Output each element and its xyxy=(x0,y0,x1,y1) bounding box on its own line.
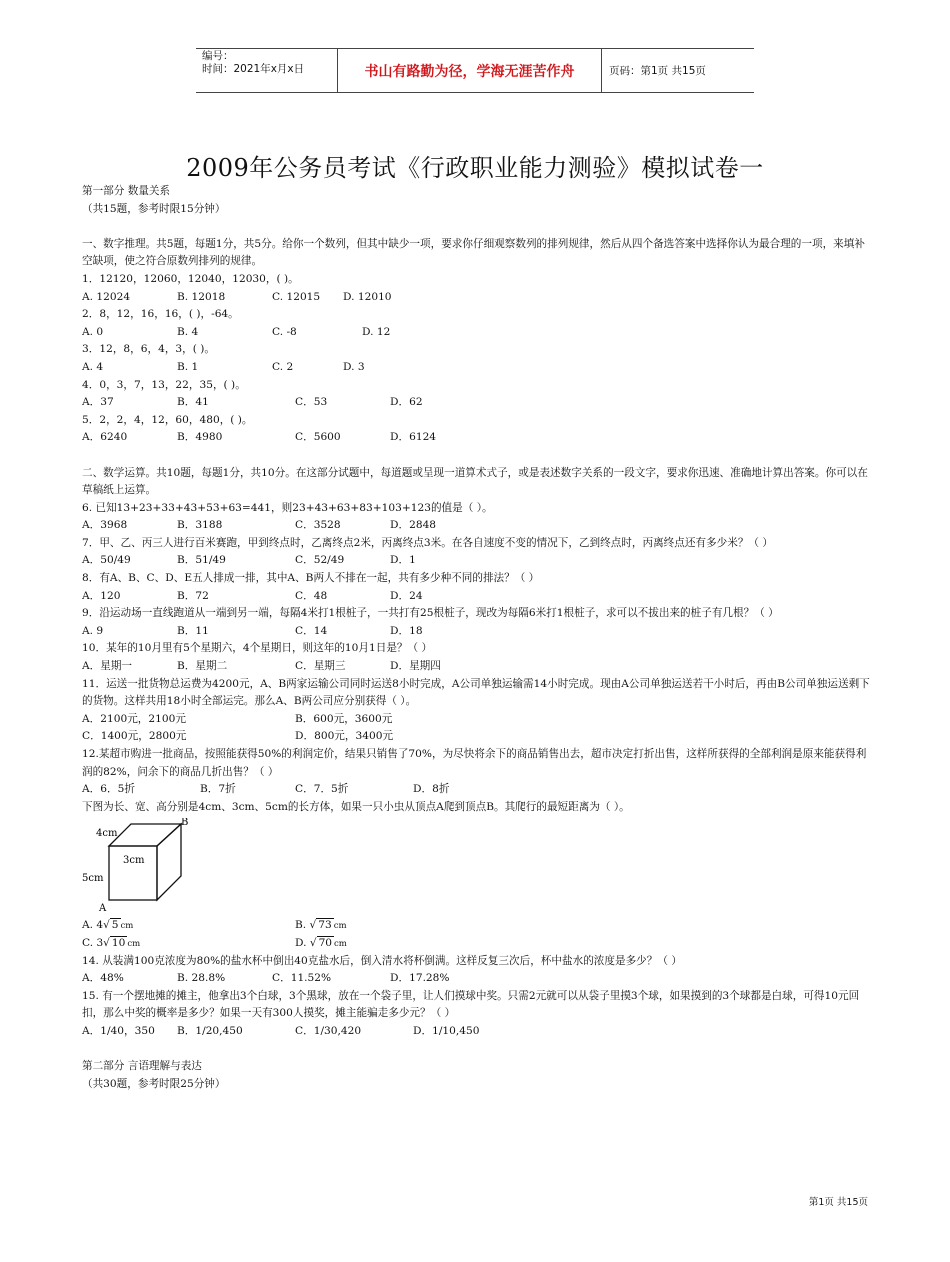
document-header xyxy=(196,48,754,93)
sqrt-icon: √ xyxy=(309,919,317,932)
q12-option-d: D．8折 xyxy=(413,783,450,796)
label-5cm: 5cm xyxy=(82,873,104,885)
q2-option-c: C. -8 xyxy=(272,325,297,338)
q4-stem: 4．0，3，7，13，22，35，( )。 xyxy=(82,378,246,391)
q8-option-c: C．48 xyxy=(295,589,328,602)
q9-option-c: C．14 xyxy=(295,624,328,637)
q7-option-a: A．50/49 xyxy=(82,554,131,567)
cuboid-top-face xyxy=(109,824,181,846)
q7-options xyxy=(82,552,872,570)
q2-option-b: B. 4 xyxy=(177,325,199,338)
q2-option-a: A. 0 xyxy=(82,325,104,338)
q15-options xyxy=(82,1023,872,1041)
q6-options xyxy=(82,517,872,535)
q10-option-c: C．星期三 xyxy=(295,660,346,673)
q7-option-d: D．1 xyxy=(390,554,416,567)
q4-options xyxy=(82,394,872,412)
q12-option-a: A．6．5折 xyxy=(82,783,135,796)
q6-option-c: C．3528 xyxy=(295,519,341,532)
q3-option-a: A. 4 xyxy=(82,360,104,373)
q12-options xyxy=(82,781,872,799)
q13-options-cd xyxy=(82,935,872,953)
sqrt-icon: √ xyxy=(309,936,317,949)
document-body xyxy=(82,183,872,1093)
q9-option-a: A. 9 xyxy=(82,624,104,637)
q15-option-d: D．1/10,450 xyxy=(413,1024,480,1037)
q14-option-d: D．17.28% xyxy=(390,972,450,985)
q11-option-a: A．2100元，2100元 xyxy=(82,712,186,725)
sec1-intro: 一、数字推理。共5题，每题1分，共5分。给你一个数列，但其中缺少一项，要求你仔细观察数列的排列规律，然后从四个备选答案中选择你认为最合理的一项，来填补空缺项，使之符合原数列排列的规律。 xyxy=(82,237,865,268)
q8-option-b: B．72 xyxy=(177,589,209,602)
q8-option-d: D．24 xyxy=(390,589,423,602)
cuboid-side-face xyxy=(157,824,181,900)
q5-stem: 5．2，2，4，12，60，480，( )。 xyxy=(82,413,253,426)
q5-options xyxy=(82,429,872,447)
q4-option-b: B．41 xyxy=(177,396,209,409)
q3-option-c: C. 2 xyxy=(272,360,294,373)
q14-options xyxy=(82,970,872,988)
q13-options-ab xyxy=(82,917,872,935)
q9-option-b: B．11 xyxy=(177,624,209,637)
q10-stem: 10．某年的10月里有5个星期六，4个星期日，则这年的10月1日是？（ ） xyxy=(82,642,433,655)
q6-option-d: D．2848 xyxy=(390,519,437,532)
q1-option-b: B. 12018 xyxy=(177,290,226,303)
q6-option-a: A．3968 xyxy=(82,519,128,532)
q1-option-a: A. 12024 xyxy=(82,290,131,303)
q10-option-b: B．星期二 xyxy=(177,660,228,673)
header-meta xyxy=(196,49,338,92)
q9-option-d: D．18 xyxy=(390,624,423,637)
q1-option-d: D. 12010 xyxy=(343,290,392,303)
q11-options-cd xyxy=(82,728,872,746)
q11-option-d: D．800元，3400元 xyxy=(295,730,394,743)
q5-option-a: A．6240 xyxy=(82,431,128,444)
q3-options xyxy=(82,359,872,377)
q14-stem: 14. 从装满100克浓度为80%的盐水杯中倒出40克盐水后，倒入清水将杯倒满。这样反复三次后，杯中盐水的浓度是多少？（ ） xyxy=(82,954,682,967)
part1-note: （共15题，参考时限15分钟） xyxy=(82,202,226,215)
q15-stem: 15. 有一个摆地摊的摊主，他拿出3个白球，3个黑球，放在一个袋子里，让人们摸球中奖。只需2元就可以从袋子里摸3个球，如果摸到的3个球都是白球，可得10元回扣，那么中奖的概率是多少？如果一天有300人摸奖，摊主能骗走多少元？（ ） xyxy=(82,989,860,1020)
q3-stem: 3．12，8，6，4，3，( )。 xyxy=(82,343,215,356)
q12-stem: 12.某超市购进一批商品，按照能获得50%的利润定价，结果只销售了70%，为尽快将余下的商品销售出去，超市决定打折出售，这样所获得的全部利润是原来能获得利润的82%，问余下的商品几折出售？（ ） xyxy=(82,748,867,778)
q4-option-c: C．53 xyxy=(295,396,328,409)
vertex-a: A xyxy=(99,903,107,914)
q13-stem: 下图为长、宽、高分别是4cm、3cm、5cm的长方体，如果一只小虫从顶点A爬到顶点B。其爬行的最短距离为（ ）。 xyxy=(82,800,630,813)
q11-options-ab xyxy=(82,711,872,729)
q4-option-a: A．37 xyxy=(82,396,114,409)
q4-option-d: D．62 xyxy=(390,396,423,409)
q10-option-d: D．星期四 xyxy=(390,660,441,673)
q9-options xyxy=(82,623,872,641)
q8-options xyxy=(82,588,872,606)
part2-heading: 第二部分 言语理解与表达 xyxy=(82,1060,202,1073)
header-page-code: 页码：第1页 共15页 xyxy=(609,65,706,77)
q9-stem: 9．沿运动场一直线跑道从一端到另一端，每隔4米打1根桩子，一共打有25根桩子，现改为每隔6米打1根桩子，求可以不拔出来的桩子有几根？（ ） xyxy=(82,607,779,620)
header-time-label: 时间：2021年x月x日 xyxy=(202,63,305,75)
sqrt-icon: √ xyxy=(103,936,110,949)
q2-option-d: D. 12 xyxy=(362,325,391,338)
q15-option-a: A．1/40，350 xyxy=(82,1024,155,1037)
sqrt-icon: √ xyxy=(103,919,110,932)
q10-options xyxy=(82,658,872,676)
vertex-b: B xyxy=(181,818,189,829)
q7-stem: 7．甲、乙、丙三人进行百米赛跑，甲到终点时，乙离终点2米，丙离终点3米。在各自速度不变的情况下，乙到终点时，丙离终点还有多少米？（ ） xyxy=(82,536,773,549)
q10-option-a: A．星期一 xyxy=(82,660,133,673)
q13-option-c: C. 3√ 10 cm xyxy=(82,936,141,949)
sec2-intro: 二、数学运算。共10题，每题1分，共10分。在这部分试题中，每道题或呈现一道算术式子，或是表述数字关系的一段文字，要求你迅速、准确地计算出答案。你可以在草稿纸上运算。 xyxy=(82,466,868,497)
q15-option-c: C．1/30,420 xyxy=(295,1024,362,1037)
header-motto: 书山有路勤为径，学海无涯苦作舟 xyxy=(338,49,602,92)
q7-option-c: C．52/49 xyxy=(295,554,345,567)
label-3cm: 3cm xyxy=(123,855,145,867)
page-title: 2009年公务员考试《行政职业能力测验》模拟试卷一 xyxy=(186,154,764,182)
q8-option-a: A．120 xyxy=(82,589,121,602)
q14-option-a: A．48% xyxy=(82,972,124,985)
q5-option-c: C．5600 xyxy=(295,431,341,444)
q13-option-b: B. √ 73 cm xyxy=(295,919,347,932)
page-footer: 第1页 共15页 xyxy=(808,1197,868,1208)
q14-option-c: C．11.52% xyxy=(272,972,332,985)
q7-option-b: B．51/49 xyxy=(177,554,226,567)
header-id-label: 编号： xyxy=(202,50,234,62)
q14-option-b: B. 28.8% xyxy=(177,972,226,985)
q3-option-b: B. 1 xyxy=(177,360,199,373)
q3-option-d: D. 3 xyxy=(343,360,365,373)
part2-note: （共30题，参考时限25分钟） xyxy=(82,1077,226,1090)
cuboid-figure xyxy=(82,818,202,913)
q1-stem: 1．12120，12060，12040，12030，( )。 xyxy=(82,272,299,285)
q1-option-c: C. 12015 xyxy=(272,290,321,303)
q11-option-c: C．1400元，2800元 xyxy=(82,730,187,743)
q11-option-b: B．600元，3600元 xyxy=(295,712,393,725)
q13-option-a: A. 4√ 5 cm xyxy=(82,919,134,932)
q11-stem: 11．运送一批货物总运费为4200元，A、B两家运输公司同时运送8小时完成，A公司单独运输需14小时完成。现由A公司单独运送若干小时后，再由B公司单独运送剩下的货物。这样共用18小时全部运完。那么A、B两公司应分别获得（ ）。 xyxy=(82,677,870,708)
q15-option-b: B．1/20,450 xyxy=(177,1024,243,1037)
q12-option-b: B．7折 xyxy=(200,783,236,796)
q8-stem: 8．有A、B、C、D、E五人排成一排，其中A、B两人不排在一起，共有多少种不同的排法？（ ） xyxy=(82,572,540,585)
q1-options xyxy=(82,289,872,307)
q13-option-d: D. √ 70 cm xyxy=(295,936,347,949)
q2-stem: 2．8，12，16，16，( )，-64。 xyxy=(82,308,239,321)
q2-options xyxy=(82,324,872,342)
q12-option-c: C．7．5折 xyxy=(295,783,349,796)
q5-option-d: D．6124 xyxy=(390,431,437,444)
q5-option-b: B．4980 xyxy=(177,431,223,444)
q6-stem: 6. 已知13+23+33+43+53+63=441，则23+43+63+83+103+123的值是（ ）。 xyxy=(82,501,493,514)
q6-option-b: B．3188 xyxy=(177,519,223,532)
part1-heading: 第一部分 数量关系 xyxy=(82,185,171,197)
label-4cm: 4cm xyxy=(96,828,118,840)
